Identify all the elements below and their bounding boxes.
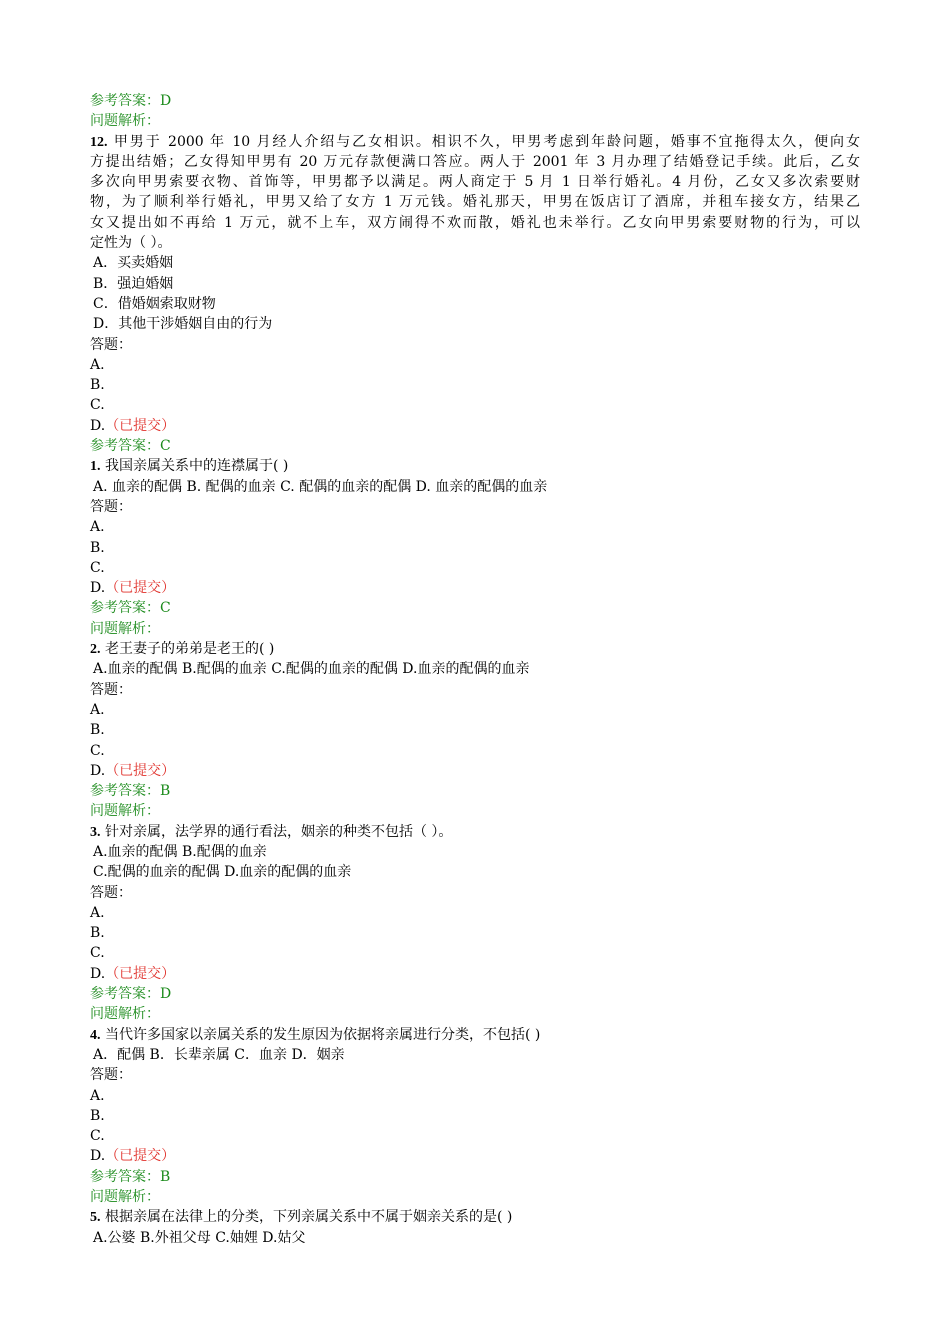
choice-c[interactable]: C. [90, 945, 105, 962]
choice-d[interactable] [90, 761, 860, 781]
question-text-line: 物，为了顺利举行婚礼，甲男又给了女方 1 万元钱。婚礼那天，甲男在饭店订了酒席，并租车接女方，结果乙 [90, 194, 860, 211]
answer-label: 答题： [90, 681, 132, 698]
question-analysis-label: 问题解析： [90, 1006, 160, 1023]
choice-d-label: D. [90, 580, 106, 597]
question-12 [90, 132, 860, 457]
option-c: C．借婚姻索取财物 [93, 295, 216, 312]
submitted-status: （已提交） [105, 762, 176, 779]
reference-answer: 参考答案：C [90, 438, 171, 455]
options-line: A. 血亲的配偶 B. 配偶的血亲 C. 配偶的血亲的配偶 D. 血亲的配偶的血亲 [93, 478, 548, 495]
choice-d-label: D. [90, 762, 106, 779]
option-d: D．其他干涉婚姻自由的行为 [93, 316, 273, 333]
question-number: 4. [90, 1027, 101, 1043]
question-1 [90, 456, 860, 639]
submitted-status: （已提交） [105, 417, 176, 434]
choice-c[interactable]: C. [90, 397, 105, 414]
submitted-status: （已提交） [105, 965, 176, 982]
options-line: A.公婆 B.外祖父母 C.妯娌 D.姑父 [93, 1229, 306, 1246]
question-number: 12. [90, 134, 108, 150]
question-5 [90, 1207, 860, 1248]
options-line: C.配偶的血亲的配偶 D.血亲的配偶的血亲 [93, 864, 352, 881]
reference-answer: 参考答案：D [90, 93, 172, 109]
choice-c[interactable]: C. [90, 1128, 105, 1145]
choice-b[interactable]: B. [90, 377, 105, 394]
question-text-line: 方提出结婚；乙女得知甲男有 20 万元存款便满口答应。两人于 2001 年 3 月办理了结婚登记手续。此后，乙女 [90, 153, 860, 170]
answer-label: 答题： [90, 884, 132, 901]
question-text: 老王妻子的弟弟是老王的( ) [100, 641, 275, 658]
question-number: 3. [90, 824, 101, 840]
options-line: A.血亲的配偶 B.配偶的血亲 [93, 843, 267, 860]
question-text: 根据亲属在法律上的分类，下列亲属关系中不属于姻亲关系的是( ) [100, 1209, 513, 1226]
question-4 [90, 1025, 860, 1208]
submitted-status: （已提交） [105, 1148, 176, 1165]
choice-a[interactable]: A. [90, 904, 105, 921]
choice-b[interactable]: B. [90, 925, 105, 942]
answer-label: 答题： [90, 336, 132, 353]
choice-d[interactable] [90, 964, 860, 984]
question-text-line: 多次向甲男索要衣物、首饰等，甲男都予以满足。两人商定于 5 月 1 日举行婚礼。4 月份，乙女又多次索要财 [90, 174, 860, 191]
question-analysis-label: 问题解析： [90, 113, 160, 130]
question-text-line: 甲男于 2000 年 10 月经人介绍与乙女相识。相识不久，甲男考虑到年龄问题，婚事不宜拖得太久，便向女 [107, 133, 860, 150]
choice-d-label: D. [90, 417, 106, 434]
answer-label: 答题： [90, 1067, 132, 1084]
choice-c[interactable]: C. [90, 742, 105, 759]
reference-answer: 参考答案：B [90, 783, 171, 800]
choice-d[interactable] [90, 1146, 860, 1166]
question-text: 我国亲属关系中的连襟属于( ) [100, 458, 289, 475]
question-text: 针对亲属，法学界的通行看法，姻亲的种类不包括（ ）。 [100, 823, 453, 840]
choice-a[interactable]: A. [90, 519, 105, 536]
question-number: 2. [90, 642, 101, 658]
question-text-line: 女又提出如不再给 1 万元，就不上车，双方闹得不欢而散，婚礼也未举行。乙女向甲男索要财物的行为，可以 [90, 214, 860, 231]
choice-a[interactable]: A. [90, 701, 105, 718]
question-3 [90, 822, 860, 1025]
choice-b[interactable]: B. [90, 539, 105, 556]
choice-d[interactable] [90, 416, 860, 436]
choice-d[interactable] [90, 578, 860, 598]
answer-label: 答题： [90, 498, 132, 515]
choice-b[interactable]: B. [90, 722, 105, 739]
choice-a[interactable]: A. [90, 356, 105, 373]
option-a: A．买卖婚姻 [93, 255, 174, 272]
question-text: 当代许多国家以亲属关系的发生原因为依据将亲属进行分类，不包括( ) [100, 1026, 541, 1043]
submitted-status: （已提交） [105, 580, 176, 597]
reference-answer: 参考答案：B [90, 1168, 171, 1185]
reference-answer: 参考答案：D [90, 986, 172, 1003]
question-number: 1. [90, 459, 101, 475]
question-analysis-label: 问题解析： [90, 1189, 160, 1206]
question-analysis-label: 问题解析： [90, 803, 160, 820]
choice-c[interactable]: C. [90, 559, 105, 576]
question-12-stem [90, 132, 860, 254]
question-number: 5. [90, 1210, 101, 1226]
question-text-line: 定性为（ ）。 [90, 235, 172, 252]
options-line: A．配偶 B．长辈亲属 C．血亲 D．姻亲 [93, 1046, 345, 1063]
question-2 [90, 639, 860, 822]
choice-d-label: D. [90, 965, 106, 982]
reference-answer: 参考答案：C [90, 600, 171, 617]
question-analysis-label: 问题解析： [90, 620, 160, 637]
choice-a[interactable]: A. [90, 1087, 105, 1104]
option-b: B．强迫婚姻 [93, 275, 174, 292]
choice-b[interactable]: B. [90, 1107, 105, 1124]
options-line: A.血亲的配偶 B.配偶的血亲 C.配偶的血亲的配偶 D.血亲的配偶的血亲 [93, 661, 530, 678]
choice-d-label: D. [90, 1148, 106, 1165]
